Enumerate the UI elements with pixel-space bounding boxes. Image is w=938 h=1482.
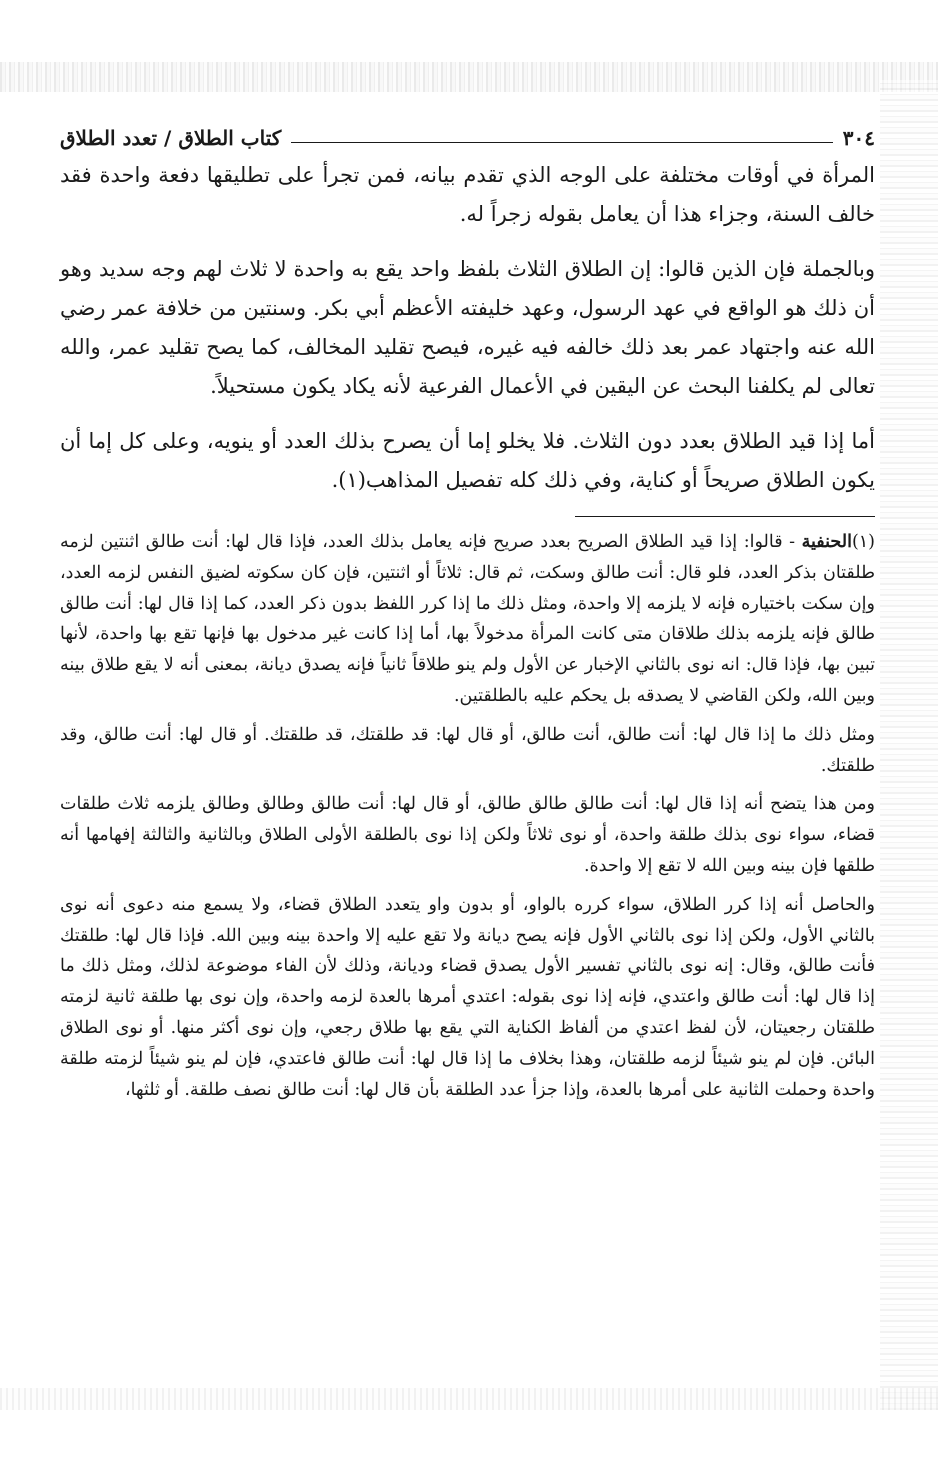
book-page (60, 110, 875, 1113)
footnote-lead: - قالوا: إذا قيد الطلاق الصريح بعدد صريح فإنه يعامل بذلك العدد، فإذا قال لها: أنت طالق اثنتين لزمه طلقتان بذكر العدد، فلو قال: أنت طالق وسكت، ثم قال: ثلاثاً أو اثنتين، فإن كان سكوته لضيق النفس لزمه العدد، وإن سكت باختياره فإنه لا يلزمه إلا واحدة، ومثل ذلك ما إذا كرر اللفظ بدون ذكر العدد، كما إذا قال لها: أنت طالق طالق فإنه يلزمه بذلك طلاقان متى كانت المرأة مدخولاً بها، أما إذا كانت غير مدخول بها فإنها تقع بها واحدة، لأنها تبين بها، فإذا قال: انه نوى بالثاني الإخبار عن الأول ولم ينو طلاقاً ثانياً فإنه يصدق ديانة، بمعنى أنه لا يقع طلاق بينه وبين الله، ولكن القاضي لا يصدقه بل يحكم عليه بالطلقتين. (60, 532, 875, 706)
running-title: كتاب الطلاق / تعدد الطلاق (60, 126, 282, 150)
footnote-separator (575, 516, 875, 517)
footnote-paragraph: والحاصل أنه إذا كرر الطلاق، سواء كرره بالواو، أو بدون واو يتعدد الطلاق قضاء، ولا يسمع منه دعوى أنه نوى بالثاني الأول، ولكن إذا نوى بالثاني الأول فإنه يصح ديانة ولا تقع عليه إلا واحدة بينه وبين الله. فإذا قال لها: طلقتك فأنت طالق، وقال: إنه نوى بالثاني تفسير الأول يصدق قضاء وديانة، وذلك لأن الفاء موضوعة لذلك، ومثل ذلك ما إذا قال لها: أنت طالق واعتدي، فإنه إذا نوى بقوله: اعتدي أمرها بالعدة لزمه واحدة، وإن نوى بها طلقة ثانية لزمته طلقتان رجعيتان، لأن لفظ اعتدي من ألفاظ الكناية التي يقع بها طلاق رجعي، وإن نوى أكثر منها. أو نوى الطلاق البائن. فإن لم ينو شيئاً لزمه طلقتان، وهذا بخلاف ما إذا قال لها: أنت طالق فاعتدي، فإن لم ينو شيئاً لزمته طلقة واحدة وحملت الثانية على أمرها بالعدة، وإذا جزأ عدد الطلقة بأن قال لها: أنت طالق نصف طلقة. أو ثلثها، (60, 894, 875, 1100)
body-paragraph: وبالجملة فإن الذين قالوا: إن الطلاق الثلاث بلفظ واحد يقع به واحدة لا ثلاث لهم وجه سديد وهو أن ذلك هو الواقع في عهد الرسول، وعهد خليفته الأعظم أبي بكر. وسنتين من خلافة عمر رضي الله عنه واجتهاد عمر بعد ذلك خالفه فيه غيره، فيصح تقليد المخالف، كما يصح تقليد عمر، والله تعالى لم يكلفنا البحث عن اليقين في الأعمال الفرعية لأنه يكاد يكون مستحيلاً. (60, 257, 875, 398)
scan-noise-right (880, 80, 938, 1410)
footnotes (60, 527, 875, 1105)
body-paragraph: أما إذا قيد الطلاق بعدد دون الثلاث. فلا يخلو إما أن يصرح بذلك العدد أو ينويه، وعلى كل إما أن يكون الطلاق صريحاً أو كناية، وفي ذلك كله تفصيل المذاهب(١). (60, 429, 875, 492)
scan-noise-top (0, 62, 938, 92)
footnote-marker: (١) (851, 532, 875, 552)
footnote-paragraph: ومن هذا يتضح أنه إذا قال لها: أنت طالق طالق طالق، أو قال لها: أنت طالق وطالق وطالق يلزمه ثلاث طلقات قضاء، سواء نوى بذلك طلقة واحدة، أو نوى ثلاثاً ولكن إذا نوى بالطلقة الأولى الطلاق وبالثانية والثالثة إفهامها أنه طلقها فإن بينه وبين الله لا تقع إلا واحدة. (60, 794, 875, 876)
header-rule (291, 142, 832, 143)
footnote-paragraph: ومثل ذلك ما إذا قال لها: أنت طالق، أنت طالق، أو قال لها: قد طلقتك، قد طلقتك. أو قال لها: أنت طالق، وقد طلقتك. (60, 724, 875, 776)
page-number: ٣٠٤ (842, 126, 875, 150)
running-header (60, 110, 875, 150)
scan-noise-bottom (0, 1388, 938, 1410)
footnote-paragraph (60, 527, 875, 712)
body-paragraph: المرأة في أوقات مختلفة على الوجه الذي تقدم بيانه، فمن تجرأ على تطليقها دفعة واحدة فقد خالف السنة، وجزاء هذا أن يعامل بقوله زجراً له. (60, 163, 875, 226)
main-text (60, 156, 875, 500)
footnote-school: الحنفية (801, 532, 852, 552)
